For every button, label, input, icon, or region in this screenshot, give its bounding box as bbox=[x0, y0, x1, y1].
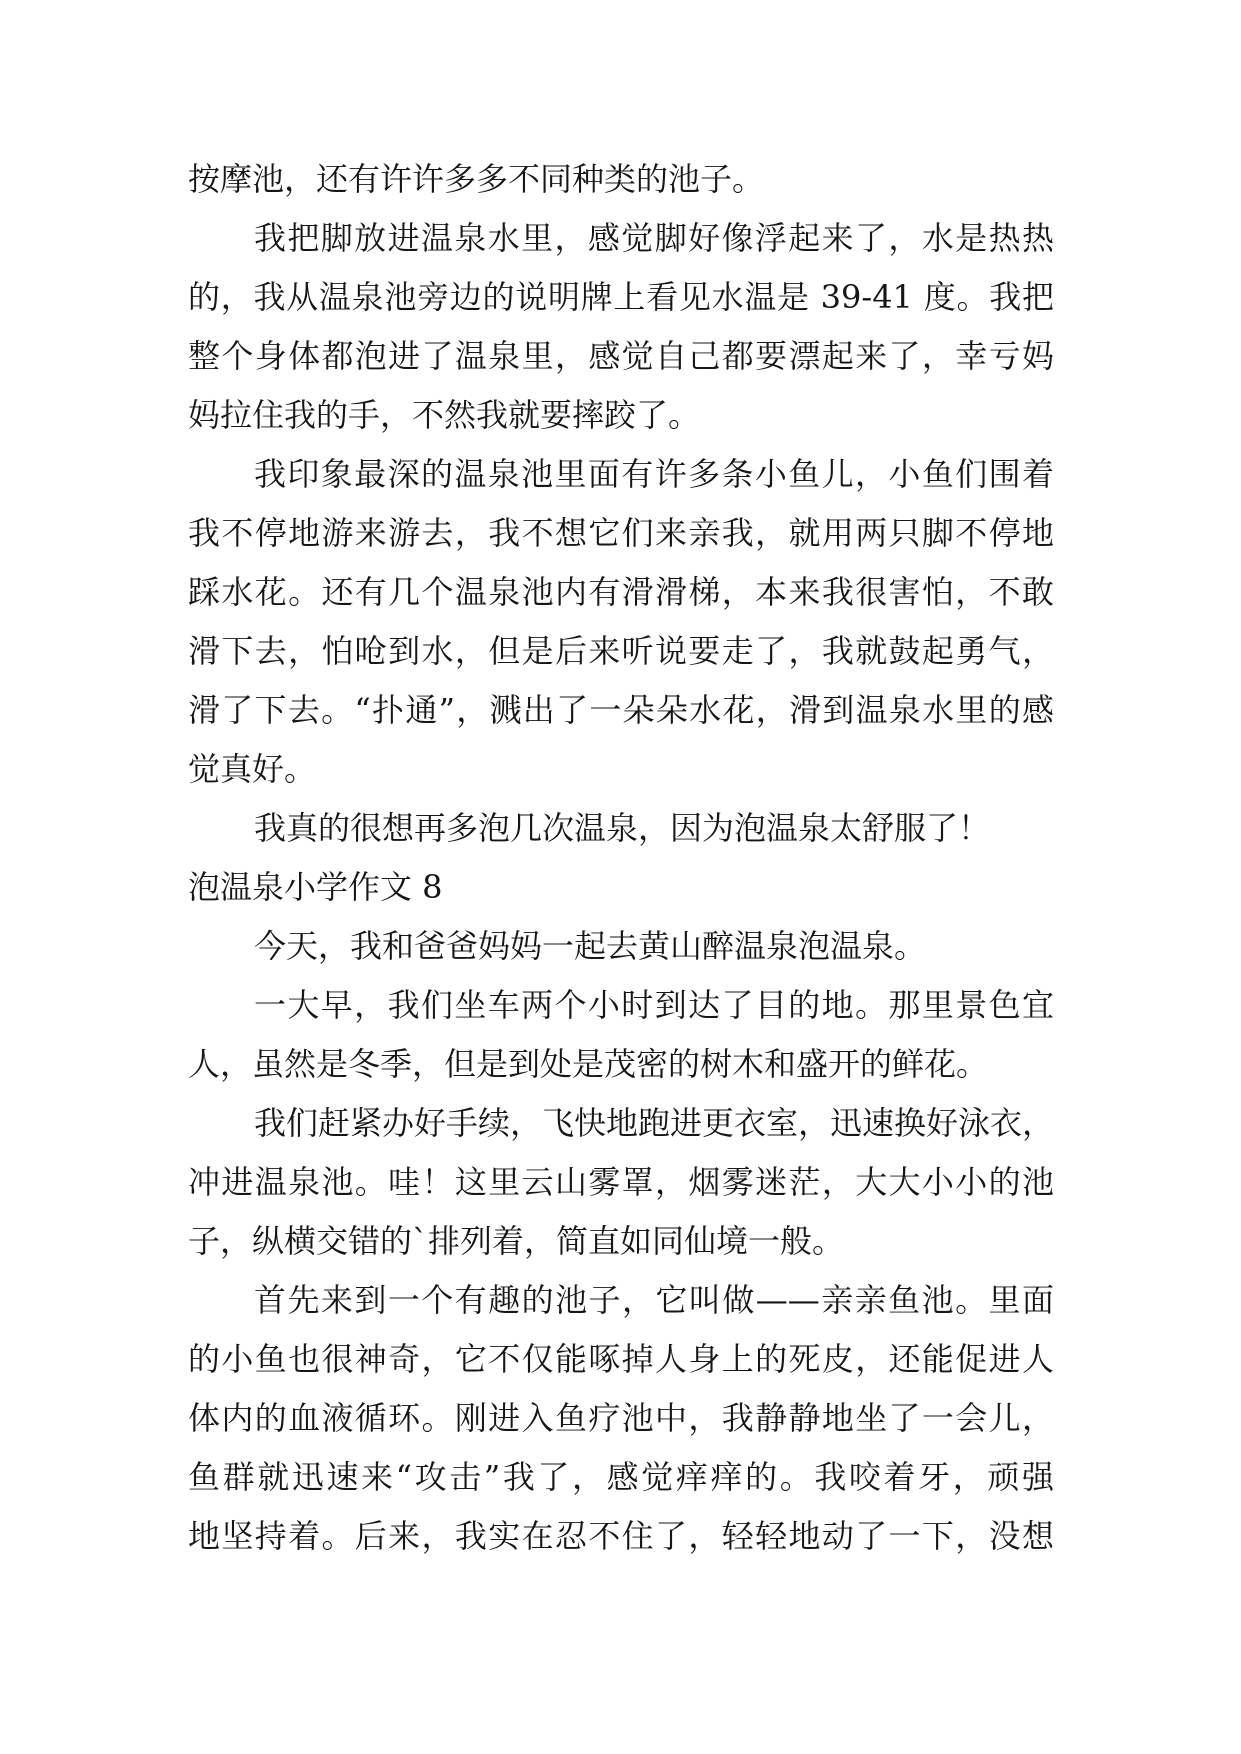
paragraph bbox=[188, 209, 1054, 445]
essay-section bbox=[188, 858, 1054, 1566]
text-line: 冲进温泉池。哇！这里云山雾罩，烟雾迷茫，大大小小的池 bbox=[188, 1163, 1054, 1201]
text-line: 子，纵横交错的`排列着，简直如同仙境一般。 bbox=[188, 1222, 845, 1260]
paragraph bbox=[188, 1271, 1054, 1566]
paragraph bbox=[188, 917, 1054, 976]
text-line: 人，虽然是冬季，但是到处是茂密的树木和盛开的鲜花。 bbox=[188, 1045, 989, 1083]
essay-title: 泡温泉小学作文 8 bbox=[188, 868, 443, 906]
text-line: 我把脚放进温泉水里，感觉脚好像浮起来了，水是热热 bbox=[254, 219, 1054, 257]
text-line: 踩水花。还有几个温泉池内有滑滑梯，本来我很害怕，不敢 bbox=[188, 573, 1054, 611]
text-line: 滑下去，怕呛到水，但是后来听说要走了，我就鼓起勇气， bbox=[188, 632, 1054, 670]
paragraph bbox=[188, 799, 1054, 858]
text-line: 地坚持着。后来，我实在忍不住了，轻轻地动了一下，没想 bbox=[188, 1517, 1054, 1555]
text-line: 鱼群就迅速来“攻击”我了，感觉痒痒的。我咬着牙，顽强 bbox=[188, 1458, 1054, 1496]
text-line: 觉真好。 bbox=[188, 750, 317, 788]
text-line: 我印象最深的温泉池里面有许多条小鱼儿，小鱼们围着 bbox=[254, 455, 1054, 493]
text-line: 的，我从温泉池旁边的说明牌上看见水温是 39-41 度。我把 bbox=[188, 278, 1054, 316]
text-line: 我不停地游来游去，我不想它们来亲我，就用两只脚不停地 bbox=[188, 514, 1054, 552]
text-line: 首先来到一个有趣的池子，它叫做——亲亲鱼池。里面 bbox=[254, 1281, 1054, 1319]
paragraph bbox=[188, 445, 1054, 799]
paragraph bbox=[188, 976, 1054, 1094]
text-line: 妈拉住我的手，不然我就要摔跤了。 bbox=[188, 396, 701, 434]
text-line: 我真的很想再多泡几次温泉，因为泡温泉太舒服了！ bbox=[254, 809, 991, 847]
text-line: 按摩池，还有许许多多不同种类的池子。 bbox=[188, 160, 765, 198]
paragraph bbox=[188, 1094, 1054, 1271]
text-line: 的小鱼也很神奇，它不仅能啄掉人身上的死皮，还能促进人 bbox=[188, 1340, 1054, 1378]
continued-paragraph bbox=[188, 150, 1054, 209]
text-line: 体内的血液循环。刚进入鱼疗池中，我静静地坐了一会儿， bbox=[188, 1399, 1054, 1437]
text-line: 整个身体都泡进了温泉里，感觉自己都要漂起来了，幸亏妈 bbox=[188, 337, 1054, 375]
text-line: 今天，我和爸爸妈妈一起去黄山醉温泉泡温泉。 bbox=[254, 927, 927, 965]
text-line: 我们赶紧办好手续，飞快地跑进更衣室，迅速换好泳衣， bbox=[254, 1104, 1054, 1142]
text-line: 一大早，我们坐车两个小时到达了目的地。那里景色宜 bbox=[254, 986, 1054, 1024]
text-line: 滑了下去。“扑通”，溅出了一朵朵水花，滑到温泉水里的感 bbox=[188, 691, 1054, 729]
